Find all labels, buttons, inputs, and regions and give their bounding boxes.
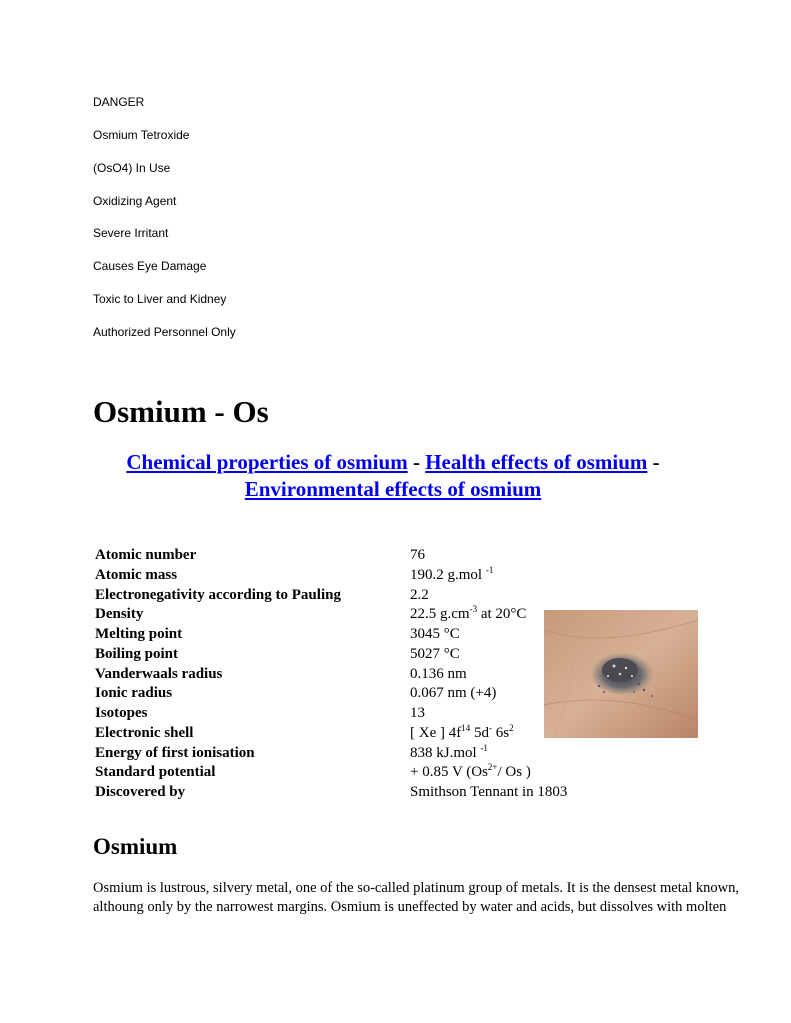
warning-line-substance: Osmium Tetroxide xyxy=(93,128,190,142)
property-row xyxy=(95,763,715,783)
property-label: Melting point xyxy=(95,626,183,642)
warning-line-eye-damage: Causes Eye Damage xyxy=(93,259,207,273)
description-paragraph: Osmium is lustrous, silvery metal, one of the so-called platinum group of metals. It is the densest metal known, althoung only by the narrowest margins. Osmium is uneffected by water and acids, but dissolves with molten xyxy=(93,880,739,915)
property-value: + 0.85 V ($Os^{2+}/$ Os ) xyxy=(410,762,531,780)
property-label: Electronegativity according to Pauling xyxy=(95,587,341,603)
links-line-2 xyxy=(93,476,693,503)
links-line-1 xyxy=(93,449,693,476)
property-value: 838 kJ.mol $^{-1}$ xyxy=(410,743,488,761)
property-label: Discovered by xyxy=(95,784,186,800)
warning-line-toxic: Toxic to Liver and Kidney xyxy=(93,292,227,306)
property-value: 76 xyxy=(410,547,425,563)
property-label: Energy of first ionisation xyxy=(95,745,255,761)
property-value: 22.5 $g.cm^{-3}$ at 20°C xyxy=(410,604,527,622)
health-effects-link[interactable]: Health effects of osmium xyxy=(425,450,648,474)
property-label: Atomic mass xyxy=(95,567,178,583)
property-label: Ionic radius xyxy=(95,685,173,701)
property-label: Density xyxy=(95,606,144,622)
osmium-sample-photo xyxy=(544,610,698,738)
property-label: Boiling point xyxy=(95,646,178,662)
property-label: Standard potential xyxy=(95,764,216,780)
property-value: 3045 °C xyxy=(410,626,460,642)
property-label: Isotopes xyxy=(95,705,148,721)
link-separator: - xyxy=(652,450,660,474)
property-value: Smithson Tennant in 1803 xyxy=(410,784,568,800)
page-title: Osmium - Os xyxy=(93,394,269,429)
property-row xyxy=(95,783,715,803)
warning-line-formula: (OsO4) In Use xyxy=(93,161,171,175)
property-label: Atomic number xyxy=(95,547,197,563)
link-separator: - xyxy=(412,450,420,474)
property-value: 2.2 xyxy=(410,587,429,603)
property-value: 0.136 nm xyxy=(410,666,467,682)
property-value: 13 xyxy=(410,705,425,721)
property-value: 190.2 g.mol $^{-1}$ xyxy=(410,565,494,583)
warning-line-authorized: Authorized Personnel Only xyxy=(93,325,236,339)
property-label: Electronic shell xyxy=(95,725,194,741)
warning-line-danger: DANGER xyxy=(93,95,145,109)
chemical-properties-link[interactable]: Chemical properties of osmium xyxy=(126,450,408,474)
property-value: [ Xe ] $4f^{14}$ 5d- $6s^2$ xyxy=(410,723,514,741)
section-heading: Osmium xyxy=(93,834,178,859)
environmental-effects-link[interactable]: Environmental effects of osmium xyxy=(244,477,542,501)
property-row xyxy=(95,744,715,764)
warning-line-irritant: Severe Irritant xyxy=(93,226,169,240)
property-value: 5027 °C xyxy=(410,646,460,662)
property-value: 0.067 nm (+4) xyxy=(410,685,497,701)
property-row xyxy=(95,566,715,586)
property-label: Vanderwaals radius xyxy=(95,666,223,682)
warning-line-oxidizing: Oxidizing Agent xyxy=(93,194,177,208)
property-row xyxy=(95,586,715,606)
property-row xyxy=(95,546,715,566)
